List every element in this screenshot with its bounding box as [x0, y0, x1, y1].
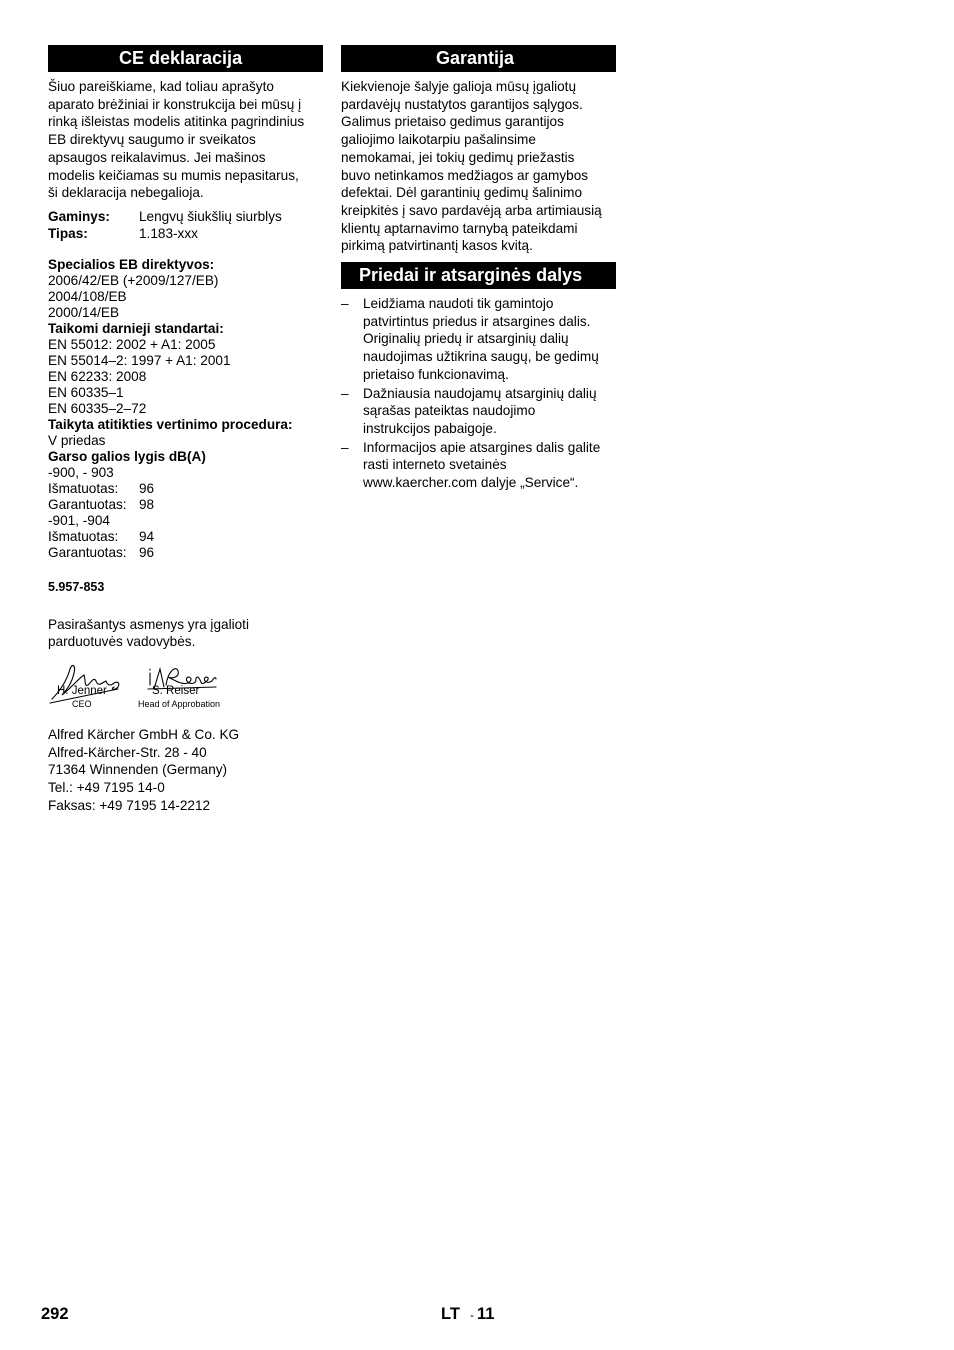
warranty-line: kreipkitės į savo pardavėją arba artimiausią [341, 202, 602, 218]
warranty-line: nemokamai, jei tokių gedimų priežastis [341, 149, 575, 165]
standard-item: EN 60335–2–72 [48, 400, 147, 416]
address-line: Faksas: +49 7195 14-2212 [48, 797, 211, 813]
parts-heading: Priedai ir atsarginės dalys [341, 262, 616, 289]
ce-declaration-section [48, 45, 323, 815]
list-item-line: prietaiso funkcionavimą. [363, 366, 509, 382]
ce-intro-line: apsaugos reikalavimus. Jei mašinos [48, 149, 266, 165]
list-item-line: Dažniausia naudojamų atsarginių dalių [363, 385, 597, 401]
ce-intro-line: EB direktyvų saugumo ir sveikatos [48, 132, 256, 148]
dash-bullet: – [341, 296, 349, 312]
measured-row [48, 481, 323, 497]
ce-intro-line: rinką išleistas modelis atitinka pagrindinius [48, 114, 305, 130]
ce-intro-line: modelis keičiamas su mumis nepasitarus, [48, 167, 299, 183]
address-line: Alfred Kärcher GmbH & Co. KG [48, 727, 240, 743]
ce-intro-line: ši deklaracija nebegalioja. [48, 185, 204, 201]
list-item-line: Leidžiama naudoti tik gamintojo [363, 296, 554, 312]
warranty-heading: Garantija [341, 45, 616, 72]
warranty-parts-column [341, 45, 616, 493]
warranty-line: pardavėjų nustatytos garantijos sąlygos. [341, 96, 583, 112]
standard-item: EN 62233: 2008 [48, 368, 147, 384]
product-info [48, 208, 323, 242]
sound-group-models: -901, -904 [48, 512, 110, 528]
list-item-line: Informacijos apie atsargines dalis galite [363, 439, 601, 455]
signature-block [48, 659, 323, 723]
ce-intro-line: Šiuo pareiškiame, kad toliau aprašyto [48, 79, 274, 94]
page-number: 292 [41, 1305, 69, 1323]
list-item-line: Originalių priedų ir atsarginių dalių [363, 331, 569, 347]
dash-bullet: – [341, 439, 349, 455]
list-item [341, 439, 616, 492]
guaranteed-label: Garantuotas: [48, 496, 127, 512]
type-value: 1.183-xxx [139, 225, 198, 241]
dash-bullet: – [341, 385, 349, 401]
standard-item: EN 55014–2: 1997 + A1: 2001 [48, 352, 231, 368]
ce-declaration-heading: CE deklaracija [48, 45, 323, 72]
compliance-info [48, 257, 323, 561]
warranty-line: pirkimą patvirtinantį kasos kvitą. [341, 238, 533, 254]
list-item-line: rasti interneto svetainės [363, 457, 507, 473]
sound-level-label: Garso galios lygis dB(A) [48, 448, 206, 464]
guaranteed-value: 96 [139, 544, 155, 560]
language-page-number: 11 [476, 1305, 495, 1323]
ce-intro-text [48, 78, 323, 202]
signatories-line: Pasirašantys asmenys yra įgalioti [48, 616, 249, 632]
standard-item: EN 55012: 2002 + A1: 2005 [48, 336, 216, 352]
address-line: 71364 Winnenden (Germany) [48, 762, 228, 778]
warranty-line: galiojimo laikotarpiu pašalinsime [341, 132, 536, 148]
guaranteed-label: Garantuotas: [48, 544, 127, 560]
address-line: Alfred-Kärcher-Str. 28 - 40 [48, 744, 207, 760]
list-item [341, 385, 616, 438]
ce-intro-line: aparato brėžiniai ir konstrukcija bei mūsų į [48, 96, 302, 112]
directive-item: 2004/108/EB [48, 288, 127, 304]
warranty-line: klientų aptarnavimo tarnybą pateikdami [341, 220, 578, 236]
list-item-line: patvirtintus priedus ir atsargines dalis. [363, 313, 591, 329]
list-item-line: instrukcijos pabaigoje. [363, 420, 497, 436]
list-item-line: www.kaercher.com dalyje „Service“. [363, 475, 579, 491]
language-page-label [441, 1306, 494, 1325]
signer-1-name: H. Jenner [57, 685, 107, 698]
guaranteed-value: 98 [139, 496, 155, 512]
guaranteed-row [48, 545, 323, 561]
sound-group-models: -900, - 903 [48, 464, 114, 480]
signatories-text [48, 616, 323, 651]
part-number: 5.957-853 [48, 579, 105, 594]
warranty-line: buvo netinkamos medžiagos ar gamybos [341, 167, 589, 183]
signer-2-name: S. Reiser [152, 685, 200, 698]
product-value: Lengvų šiukšlių siurblys [139, 208, 282, 224]
language-separator: - [469, 1308, 474, 1322]
type-label: Tipas: [48, 225, 88, 241]
warranty-text [341, 78, 616, 255]
signer-1-role: CEO [72, 699, 92, 710]
company-address [48, 726, 323, 815]
measured-value: 94 [139, 528, 155, 544]
type-row [48, 225, 323, 242]
measured-row [48, 529, 323, 545]
warranty-line: Kiekvienoje šalyje galioja mūsų įgaliotų [341, 79, 577, 94]
warranty-line: Galimus prietaiso gedimus garantijos [341, 114, 564, 130]
product-label: Gaminys: [48, 208, 110, 224]
measured-label: Išmatuotas: [48, 480, 119, 496]
standard-item: EN 60335–1 [48, 384, 124, 400]
list-item [341, 295, 616, 384]
list-item-line: naudojimas užtikrina saugų, be gedimų [363, 349, 599, 365]
language-code: LT [441, 1305, 460, 1323]
procedure-value: V priedas [48, 432, 106, 448]
directives-label: Specialios EB direktyvos: [48, 256, 215, 272]
signer-2-role: Head of Approbation [138, 699, 221, 710]
measured-value: 96 [139, 480, 155, 496]
standards-label: Taikomi darnieji standartai: [48, 320, 224, 336]
signatories-line: parduotuvės vadovybės. [48, 634, 196, 650]
measured-label: Išmatuotas: [48, 528, 119, 544]
directive-item: 2000/14/EB [48, 304, 120, 320]
parts-list [341, 295, 616, 492]
list-item-line: sąrašas pateiktas naudojimo [363, 403, 536, 419]
guaranteed-row [48, 497, 323, 513]
warranty-line: defektai. Dėl garantinių gedimų šalinimo [341, 185, 583, 201]
procedure-label: Taikyta atitikties vertinimo procedura: [48, 416, 293, 432]
product-row [48, 208, 323, 225]
address-line: Tel.: +49 7195 14-0 [48, 780, 165, 796]
directive-item: 2006/42/EB (+2009/127/EB) [48, 272, 219, 288]
